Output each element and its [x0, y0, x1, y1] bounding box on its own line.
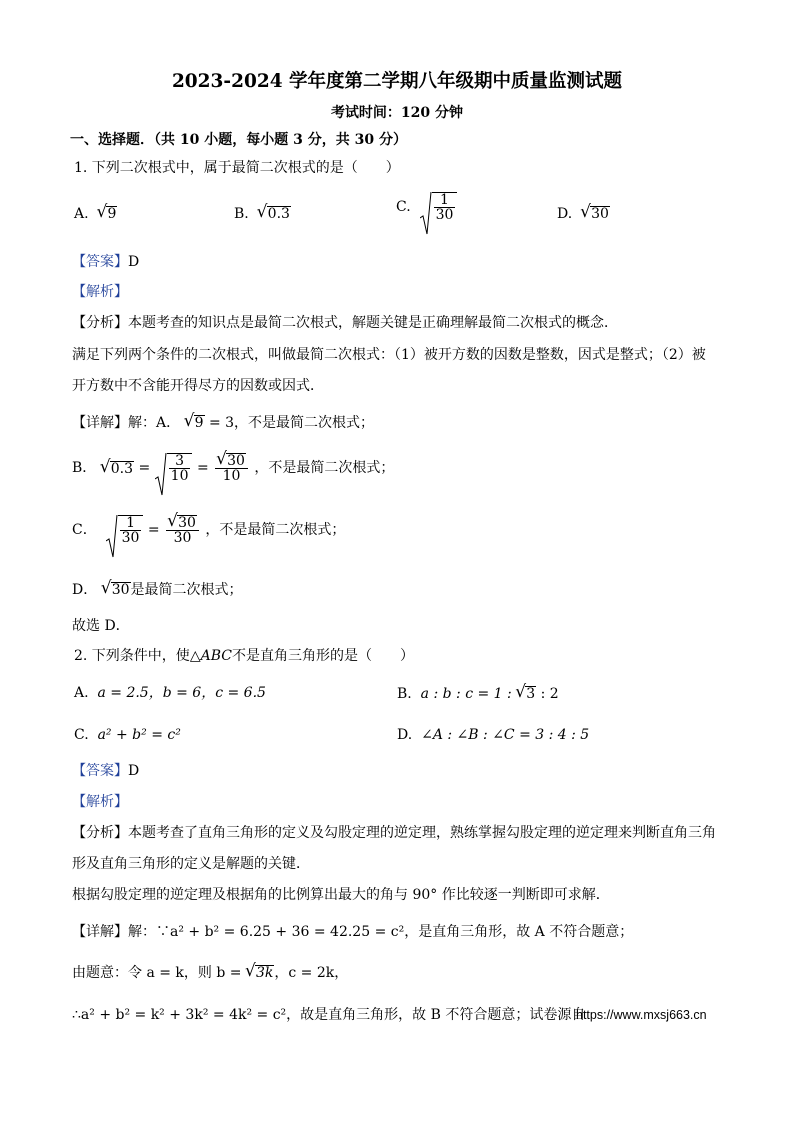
q1-fenxi: 【分析】本题考查的知识点是最简二次根式，解题关键是正确理解最简二次根式的概念． [72, 315, 618, 331]
q1-option-c: C. $\frac{1}{30}$ [396, 192, 457, 222]
q1-detail-d: D． √ 30是最简二次根式； [72, 582, 243, 597]
q2-detail-line3: ∴a² + b² = k² + 3k² = 4k² = c²，故是直角三角形，故 B 不符合题意；试卷源自 [72, 1007, 586, 1023]
q2-analysis-tag: 【解析】 [72, 794, 128, 810]
q2-option-b: B. a : b : c = 1 : √ 3 : 2 [397, 686, 559, 701]
q2-detail-line1: 【详解】解：∵a² + b² = 6.25 + 36 = 42.25 = c²，是直角三角形，故 A 不符合题意； [72, 924, 634, 940]
q1-fenxi-line3: 开方数中不含能开得尽方的因数或因式． [72, 378, 324, 394]
q1-fenxi-line2: 满足下列两个条件的二次根式，叫做最简二次根式：（1）被开方数的因数是整数，因式是整式；（2）被 [72, 347, 706, 363]
q1-option-d: D. √ 30 [557, 206, 610, 221]
section-heading: 一、选择题．（共 10 小题，每小题 3 分，共 30 分） [70, 132, 407, 148]
page-title: 2023-2024 学年度第二学期八年级期中质量监测试题 [171, 71, 623, 92]
q1-conclusion: 故选 D． [72, 618, 130, 634]
q2-fenxi: 【分析】本题考查了直角三角形的定义及勾股定理的逆定理，熟练掌握勾股定理的逆定理来判断直角三角 [72, 825, 716, 841]
q2-fenxi-line3: 根据勾股定理的逆定理及根据角的比例算出最大的角与 90° 作比较逐一判断即可求解． [72, 887, 610, 903]
q2-answer: 【答案】D [72, 763, 140, 779]
q2-option-a: A. a = 2.5，b = 6，c = 6.5 [74, 685, 266, 701]
q1-option-a: A. √ 9 [74, 206, 117, 221]
q1-option-b: B. √ 0.3 [234, 206, 291, 221]
q1-answer: 【答案】D [72, 254, 140, 270]
q2-detail-line2: 由题意：令 a = k，则 b = √ 3k，c = 2k， [72, 965, 348, 980]
q1-detail-a: 【详解】解：A． √ 9 = 3，不是最简二次根式； [72, 415, 374, 430]
source-url[interactable]: https://www.mxsj663.cn [576, 1008, 707, 1022]
q2-option-c: C. a² + b² = c² [74, 727, 181, 743]
q1-analysis-tag: 【解析】 [72, 284, 128, 300]
q2-option-d: D. ∠A : ∠B : ∠C = 3 : 4 : 5 [397, 727, 590, 743]
q2-stem: 2. 下列条件中，使△ABC不是直角三角形的是（ ） [74, 648, 414, 664]
q1-detail-c: C． $\frac{1}{30}$ = √ $\frac{30}{30}$ ，不是最简二次根式； [72, 515, 345, 545]
exam-time: 考试时间：120 分钟 [330, 105, 464, 121]
q1-detail-b: B． √ 0.3 = $\frac{3}{10}$ = √ $\frac{30}{10}$ ，不是最简二次根式； [72, 453, 394, 483]
q1-stem: 1. 下列二次根式中，属于最简二次根式的是（ ） [74, 160, 400, 176]
q2-fenxi-line2: 形及直角三角形的定义是解题的关键． [72, 856, 310, 872]
